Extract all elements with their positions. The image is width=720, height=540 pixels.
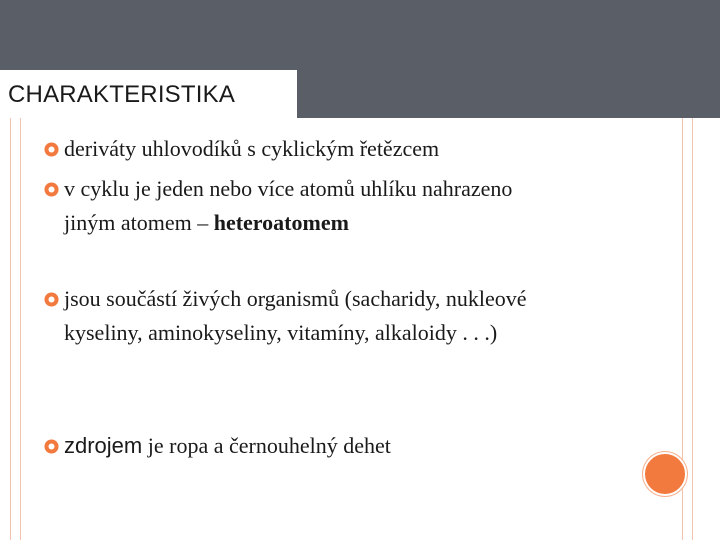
bullet-lead-word: zdrojem xyxy=(64,433,143,458)
bullet-text: jsou součástí živých organismů (sacharidy, nukleové kyseliny, aminokyseliny, vitamíny, alkaloidy . . .) xyxy=(64,286,527,345)
bullet-icon xyxy=(44,439,59,454)
bullet-bold-term: heteroatomem xyxy=(213,210,349,235)
bullet-text: je ropa a černouhelný dehet xyxy=(142,433,391,458)
accent-circle xyxy=(643,452,687,496)
bullet-text-wrap xyxy=(44,429,604,463)
bullet-item xyxy=(44,282,564,350)
slide-title: CHARAKTERISTIKA xyxy=(8,81,236,108)
left-frame-border xyxy=(10,118,21,540)
bullet-text-wrap xyxy=(44,172,564,240)
bullet-item xyxy=(44,172,564,240)
bullet-icon xyxy=(44,292,59,307)
bullet-item xyxy=(44,429,604,463)
bullet-icon xyxy=(44,142,59,157)
bullet-icon xyxy=(44,182,59,197)
bullet-text: v cyklu je jeden nebo více atomů uhlíku nahrazeno jiným atomem – xyxy=(64,176,513,235)
bullet-text: deriváty uhlovodíků s cyklickým řetězcem xyxy=(64,136,440,161)
bullet-item xyxy=(44,132,604,166)
